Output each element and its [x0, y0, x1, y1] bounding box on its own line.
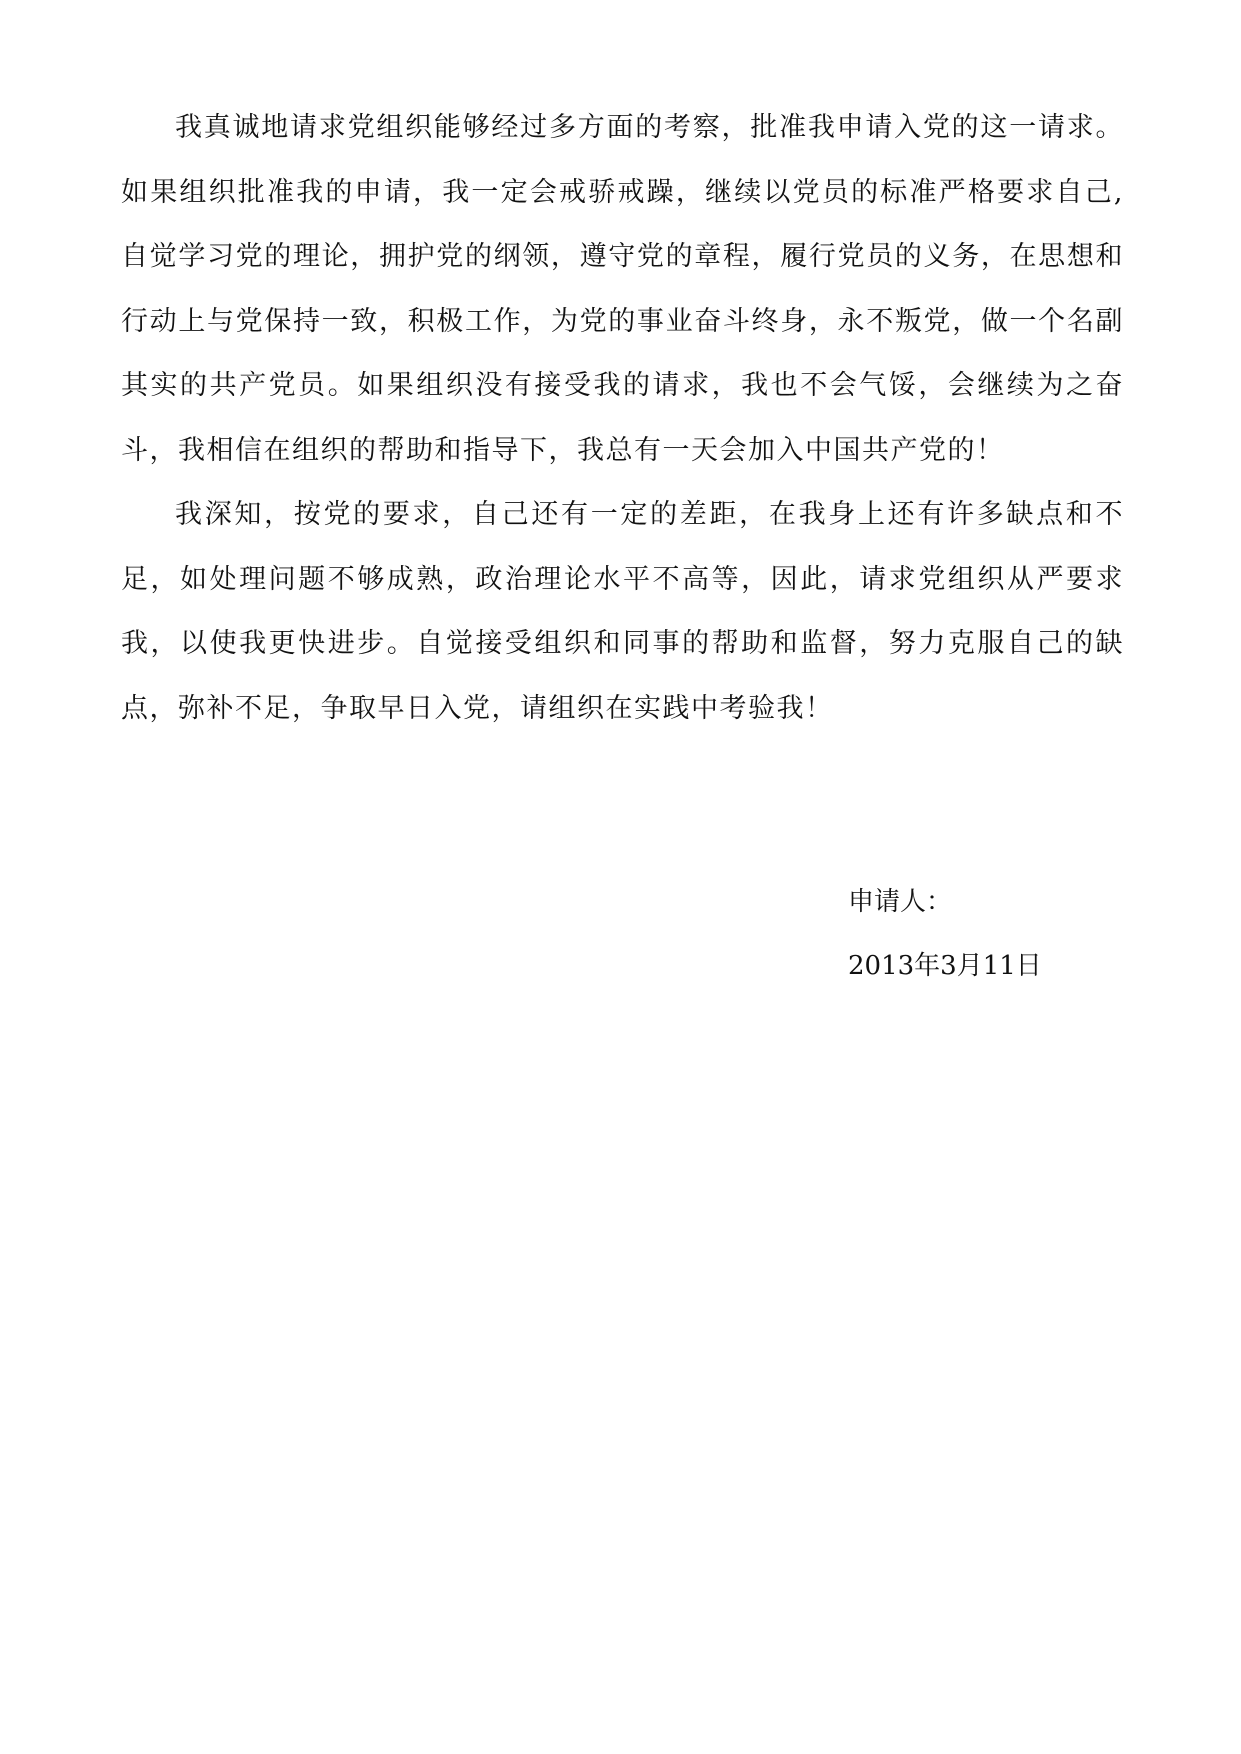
signature-date: 2013年3月11日 — [848, 951, 1042, 981]
applicant-label: 申请人： — [848, 887, 953, 917]
letter-body — [121, 96, 1124, 741]
paragraph-request: 我真诚地请求党组织能够经过多方面的考察，批准我申请入党的这一请求。如果组织批准我的申请，我一定会戒骄戒躁，继续以党员的标准严格要求自己,自觉学习党的理论，拥护党的纲领，遵守党的章程，履行党员的义务，在思想和行动上与党保持一致，积极工作，为党的事业奋斗终身，永不叛党，做一个名副其实的共产党员。如果组织没有接受我的请求，我也不会气馁，会继续为之奋斗，我相信在组织的帮助和指导下，我总有一天会加入中国共产党的！ — [121, 112, 1124, 466]
paragraph-self-assessment: 我深知，按党的要求，自己还有一定的差距，在我身上还有许多缺点和不足，如处理问题不够成熟，政治理论水平不高等，因此，请求党组织从严要求我，以使我更快进步。自觉接受组织和同事的帮助和监督，努力克服自己的缺点，弥补不足，争取早日入党，请组织在实践中考验我！ — [121, 499, 1124, 724]
signature-block — [848, 870, 1042, 998]
